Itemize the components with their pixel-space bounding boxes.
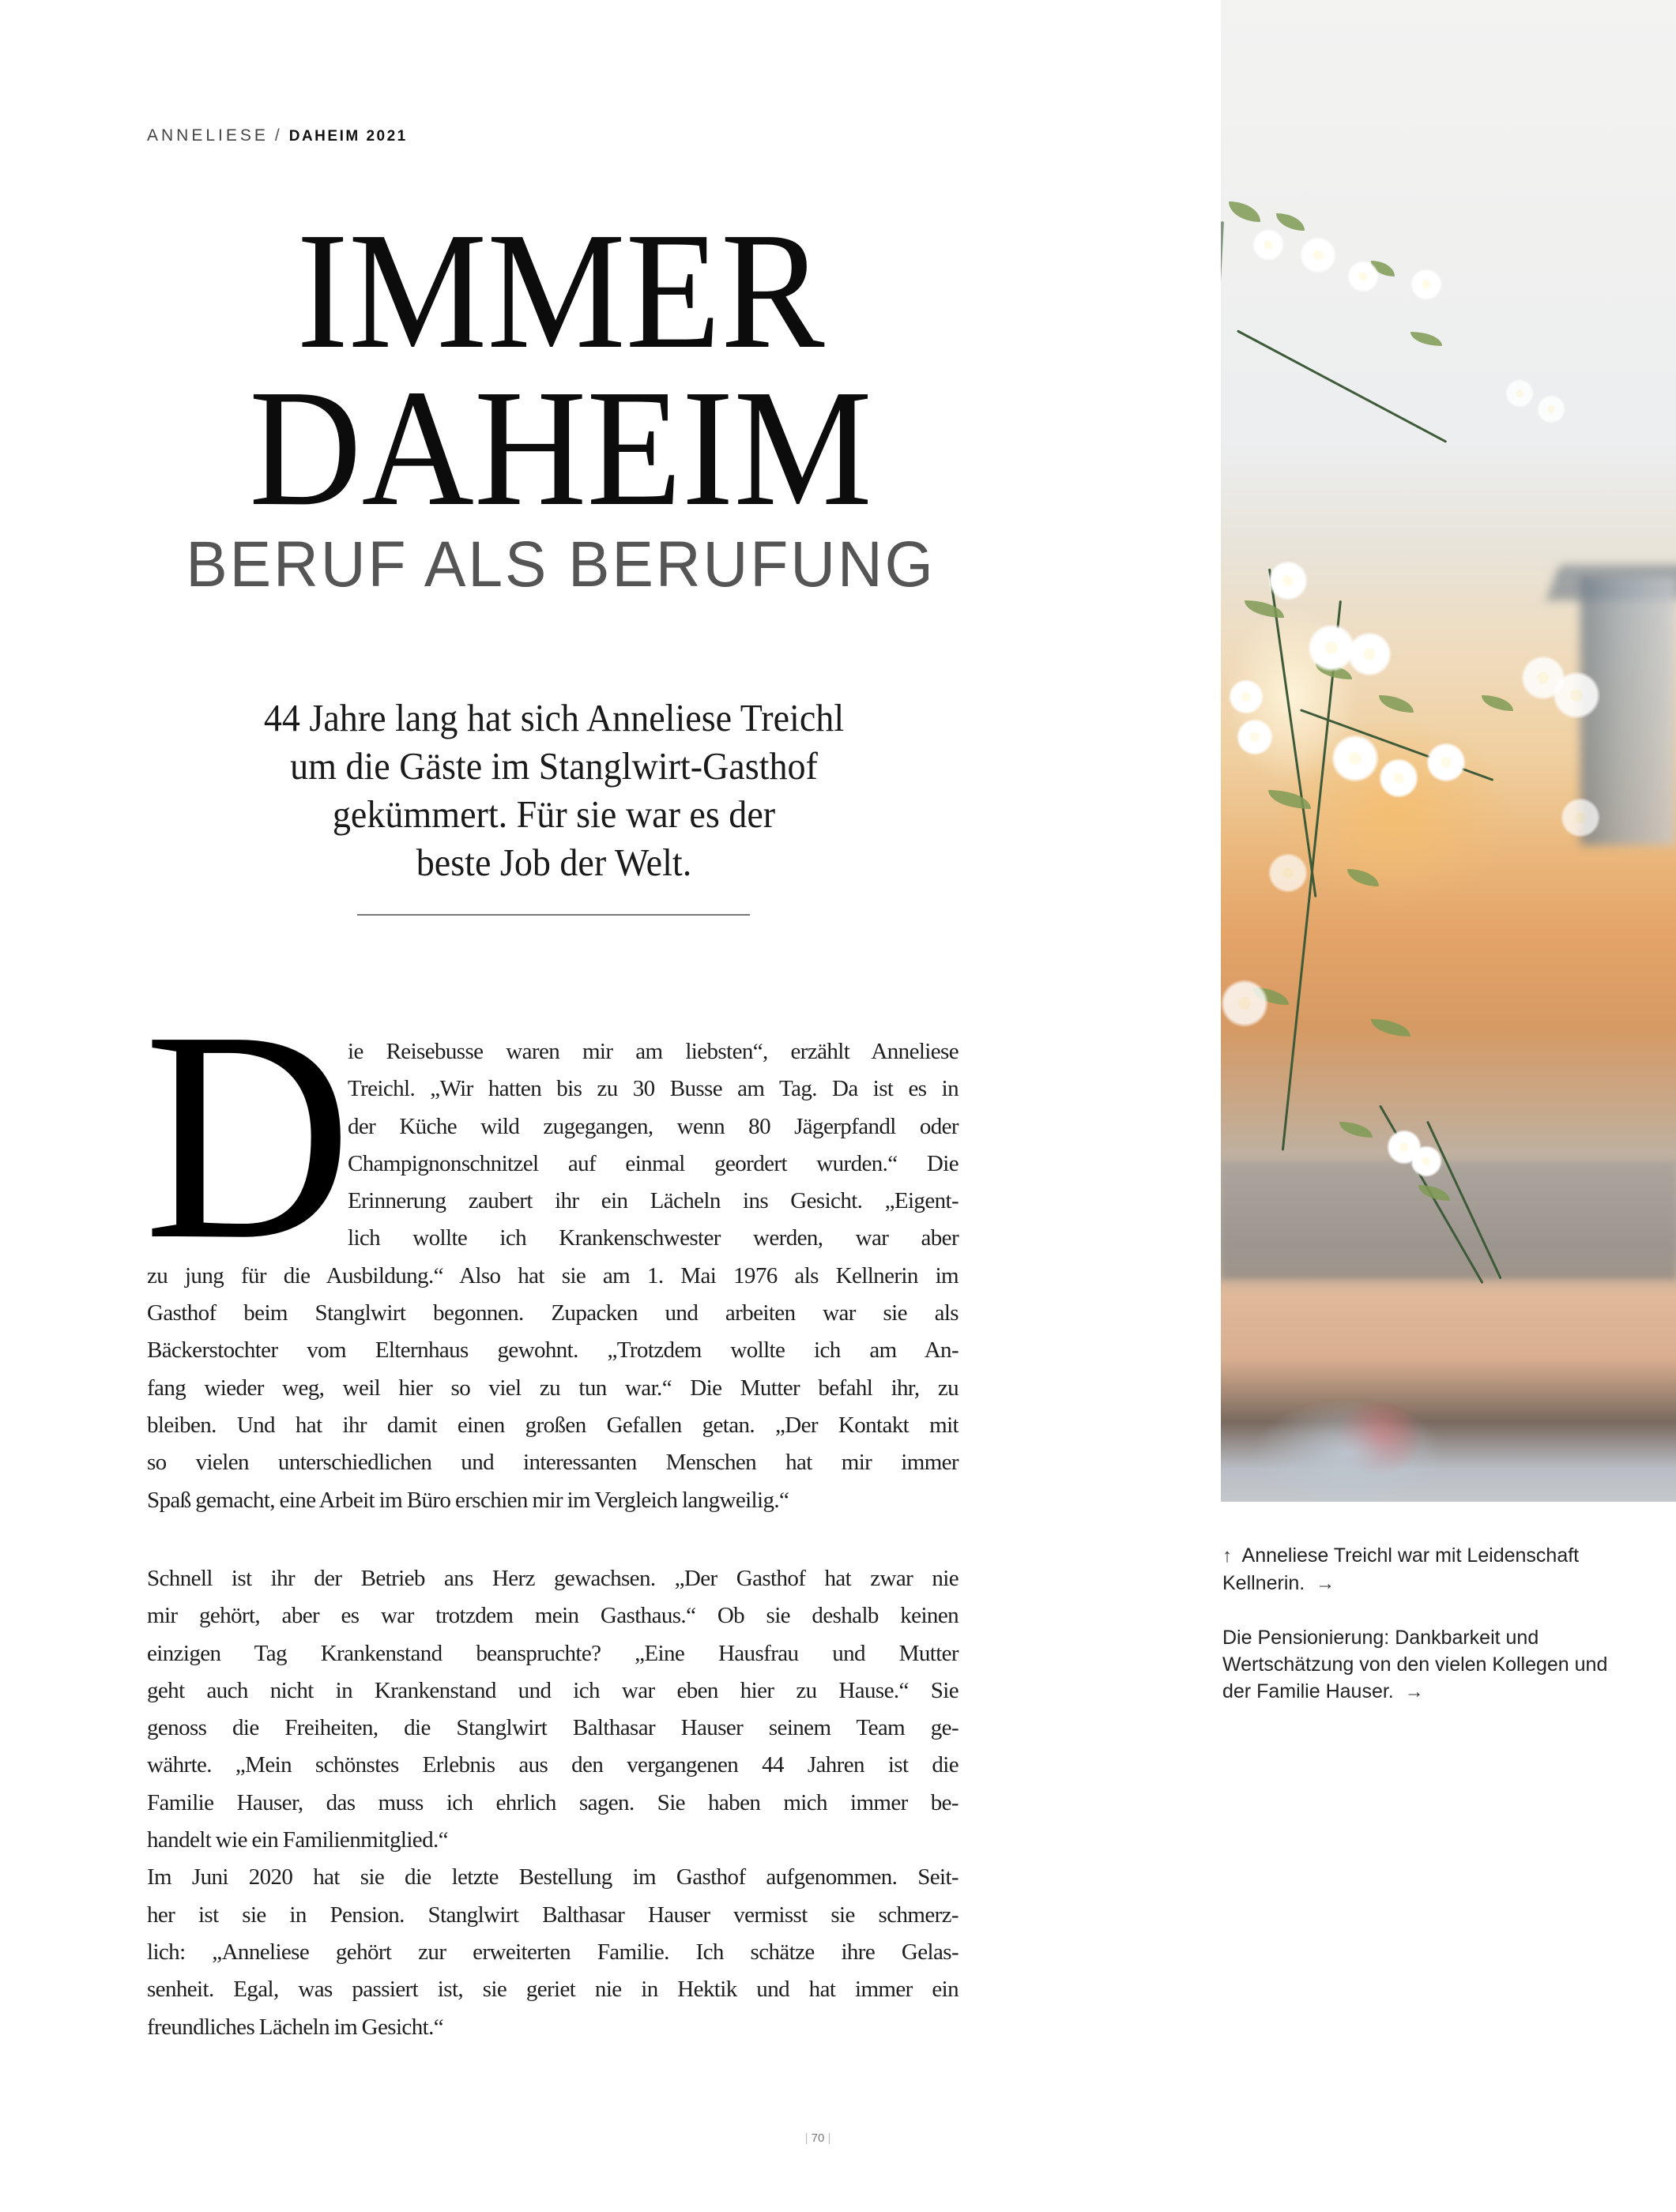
body-line: freundliches Lächeln im Gesicht.“ xyxy=(147,2014,443,2040)
arrow-right-icon: → xyxy=(1404,1681,1424,1702)
breadcrumb-issue: DAHEIM 2021 xyxy=(288,128,408,145)
leaf-shape xyxy=(1229,201,1260,222)
arrow-up-icon: ↑ xyxy=(1222,1545,1232,1567)
body-line: Gasthof beim Stanglwirt begonnen. Zupacken und arbeiten war sie als xyxy=(147,1300,959,1326)
body-line: so vielen unterschiedlichen und interessanten Menschen hat mir immer xyxy=(147,1450,959,1476)
flower-shape xyxy=(1410,1146,1442,1177)
breadcrumb xyxy=(147,126,408,145)
flower-shape xyxy=(1268,853,1308,893)
flower-shape xyxy=(1347,261,1379,292)
drop-cap: D xyxy=(144,969,352,1302)
body-line: Treichl. „Wir hatten bis zu 30 Busse am Tag. Da ist es in xyxy=(348,1076,959,1102)
leaf-shape xyxy=(1371,1019,1410,1036)
wooden-beam-shape xyxy=(1221,1161,1676,1280)
leaf-shape xyxy=(1379,695,1414,713)
flower-shape xyxy=(1268,561,1308,600)
flower-shape xyxy=(1561,798,1600,837)
flower-shape xyxy=(1505,379,1534,408)
photo-caption xyxy=(1222,1542,1633,1732)
page-number-bracket-left: | xyxy=(804,2131,808,2145)
breadcrumb-separator: / xyxy=(274,126,283,145)
flower-shape xyxy=(1426,743,1466,782)
body-line: senheit. Egal, was passiert ist, sie geriet nie in Hektik und hat immer ein xyxy=(147,1977,959,2003)
feature-photo xyxy=(1221,0,1676,1502)
body-line: lich wollte ich Krankenschwester werden, war aber xyxy=(348,1225,959,1251)
body-line: geht auch nicht in Krankenstand und ich war eben hier zu Hause.“ Sie xyxy=(147,1677,959,1703)
flower-shape xyxy=(1237,719,1273,755)
lead-line: gekümmert. Für sie war es der xyxy=(332,792,776,836)
body-paragraph-1 xyxy=(147,1033,959,1519)
body-line: währte. „Mein schönstes Erlebnis aus den vergangenen 44 Jahren ist die xyxy=(147,1752,959,1778)
body-paragraph-2 xyxy=(147,1560,959,2046)
lead-divider xyxy=(357,914,750,916)
page-subtitle: BERUF ALS BERUFUNG xyxy=(186,529,936,600)
body-line: mir gehört, aber es war trotzdem mein Gasthaus.“ Ob sie deshalb keinen xyxy=(147,1603,959,1629)
page-number-value: 70 xyxy=(811,2131,825,2145)
page-title-line-1: IMMER xyxy=(296,198,825,383)
leaf-shape xyxy=(1347,869,1379,886)
body-line: Bäckerstochter vom Elternhaus gewohnt. „Trotzdem wollte ich am An- xyxy=(147,1337,959,1364)
body-line: Familie Hauser, das muss ich ehrlich sagen. Sie haben mich immer be- xyxy=(147,1789,959,1815)
flower-shape xyxy=(1229,679,1264,714)
flower-shape xyxy=(1252,229,1284,261)
caption-2 xyxy=(1222,1624,1633,1706)
body-line: zu jung für die Ausbildung.“ Also hat sie am 1. Mai 1976 als Kellnerin im xyxy=(147,1262,959,1288)
caption-1-text: Anneliese Treichl war mit Leidenschaft Kellnerin. xyxy=(1222,1544,1580,1594)
branch-shape xyxy=(1221,221,1224,1484)
page-title-line-2: DAHEIM xyxy=(249,355,872,540)
body-line: einzigen Tag Krankenstand beanspruchte? „Eine Hausfrau und Mutter xyxy=(147,1640,959,1666)
body-line: Champignonschnitzel auf einmal geordert wurden.“ Die xyxy=(348,1150,959,1176)
leaf-shape xyxy=(1276,213,1305,231)
flower-shape xyxy=(1537,395,1565,423)
flower-shape xyxy=(1347,632,1392,676)
leaf-shape xyxy=(1245,600,1284,618)
flower-shape xyxy=(1553,672,1600,719)
caption-2-text: Die Pensionierung: Dankbarkeit und Wertschätzung von den vielen Kollegen und der Familie Hauser. xyxy=(1222,1627,1608,1702)
lead-paragraph xyxy=(147,694,961,886)
leaf-shape xyxy=(1482,695,1513,711)
body-line: der Küche wild zugegangen, wenn 80 Jägerpfandl oder xyxy=(348,1113,959,1139)
lead-line: um die Gäste im Stanglwirt-Gasthof xyxy=(290,744,818,788)
leaf-shape xyxy=(1268,790,1311,809)
body-line: Schnell ist ihr der Betrieb ans Herz gewachsen. „Der Gasthof hat zwar nie xyxy=(147,1566,959,1591)
flower-shape xyxy=(1379,758,1418,798)
leaf-shape xyxy=(1410,332,1442,346)
flower-shape xyxy=(1410,269,1442,300)
lead-line: 44 Jahre lang hat sich Anneliese Treichl xyxy=(263,696,845,739)
body-line: genoss die Freiheiten, die Stanglwirt Balthasar Hauser seinem Team ge- xyxy=(147,1715,959,1741)
flower-shape xyxy=(1300,237,1336,273)
page-number-bracket-right: | xyxy=(827,2131,831,2145)
breadcrumb-section: ANNELIESE xyxy=(147,126,269,145)
body-line: lich: „Anneliese gehört zur erweiterten Familie. Ich schätze ihre Gelas- xyxy=(147,1939,959,1965)
body-line: Spaß gemacht, eine Arbeit im Büro erschien mir im Vergleich langweilig.“ xyxy=(147,1487,789,1513)
arrow-right-icon: → xyxy=(1316,1573,1335,1594)
branch-shape xyxy=(1268,569,1316,897)
lead-line: beste Job der Welt. xyxy=(416,841,692,884)
body-line: Im Juni 2020 hat sie die letzte Bestellung im Gasthof aufgenommen. Seit- xyxy=(147,1864,959,1890)
body-line: ie Reisebusse waren mir am liebsten“, erzählt Anneliese xyxy=(348,1039,959,1064)
body-line: bleiben. Und hat ihr damit einen großen Gefallen getan. „Der Kontakt mit xyxy=(147,1412,959,1438)
body-line: Erinnerung zaubert ihr ein Lächeln ins Gesicht. „Eigent- xyxy=(348,1188,959,1214)
body-line: her ist sie in Pension. Stanglwirt Balthasar Hauser vermisst sie schmerz- xyxy=(147,1902,959,1928)
leaf-shape xyxy=(1339,1122,1373,1138)
branch-shape xyxy=(1237,329,1447,442)
flower-shape xyxy=(1331,735,1379,782)
body-line: fang wieder weg, weil hier so viel zu tun war.“ Die Mutter befahl ihr, zu xyxy=(147,1375,959,1401)
flower-shape xyxy=(1221,980,1268,1027)
page-number xyxy=(790,2131,846,2145)
body-line: handelt wie ein Familienmitglied.“ xyxy=(147,1827,448,1853)
caption-1 xyxy=(1222,1542,1633,1597)
